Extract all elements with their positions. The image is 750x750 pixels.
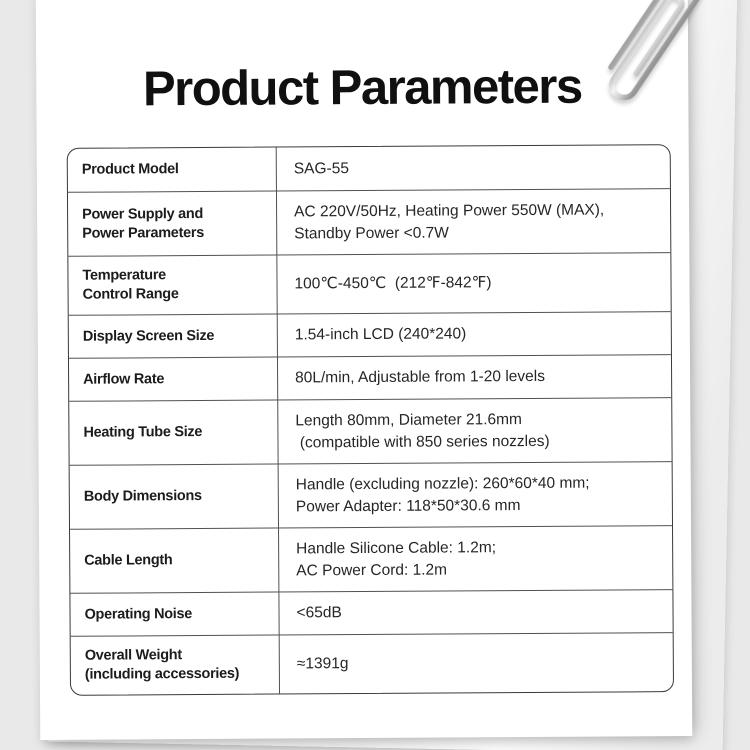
row-label: Airflow Rate	[69, 358, 278, 401]
row-value: <65dB	[296, 604, 342, 622]
row-label: Body Dimensions	[70, 465, 279, 529]
table-row	[69, 354, 671, 401]
table-row	[70, 461, 672, 529]
row-label: Overall Weight (including accessories)	[71, 636, 280, 695]
spec-table	[67, 144, 674, 696]
page-title: Product Parameters	[142, 59, 582, 117]
table-row	[69, 311, 671, 358]
table-row	[70, 525, 672, 593]
table-row	[71, 632, 673, 695]
paper-sheet	[36, 0, 693, 740]
row-value: Length 80mm, Diameter 21.6mm (compatible with 850 series nozzles)	[295, 411, 550, 451]
table-row	[68, 188, 670, 256]
row-label: Heating Tube Size	[69, 401, 278, 465]
row-value: ≈1391g	[296, 655, 349, 673]
row-label: Product Model	[68, 148, 277, 192]
row-label: Display Screen Size	[69, 315, 278, 358]
table-row	[70, 589, 672, 636]
row-value: Handle Silicone Cable: 1.2m; AC Power Cord: 1.2m	[296, 539, 497, 579]
row-value: SAG-55	[293, 159, 350, 178]
row-label: Power Supply and Power Parameters	[68, 192, 277, 256]
row-value: AC 220V/50Hz, Heating Power 550W (MAX), Standby Power <0.7W	[294, 201, 605, 242]
row-value: 1.54-inch LCD (240*240)	[294, 325, 467, 344]
table-row	[68, 145, 670, 192]
row-value: Handle (excluding nozzle): 260*60*40 mm; Power Adapter: 118*50*30.6 mm	[295, 474, 590, 515]
row-label: Operating Noise	[70, 593, 279, 636]
table-row	[69, 397, 671, 465]
row-label: Temperature Control Range	[68, 256, 277, 315]
row-value: 100℃-450℃ (212℉-842℉)	[294, 274, 492, 293]
table-row	[68, 252, 670, 315]
row-value: 80L/min, Adjustable from 1-20 levels	[295, 368, 546, 387]
row-label: Cable Length	[70, 529, 279, 593]
